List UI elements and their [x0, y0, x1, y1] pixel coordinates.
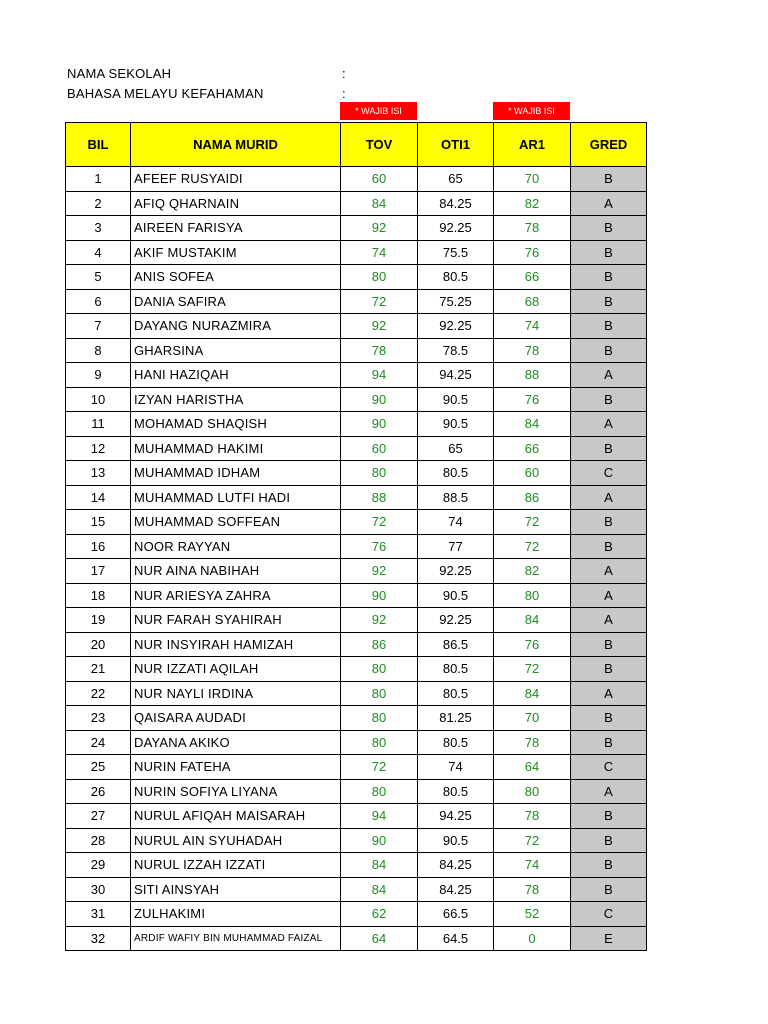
gred-cell: B — [571, 657, 647, 682]
ar1-cell[interactable]: 88 — [494, 363, 571, 388]
table-row — [66, 926, 647, 951]
header-name: NAMA MURID — [131, 123, 341, 167]
name-cell[interactable]: NUR ARIESYA ZAHRA — [131, 583, 341, 608]
tov-cell[interactable]: 84 — [341, 853, 418, 878]
table-row — [66, 877, 647, 902]
tov-cell[interactable]: 80 — [341, 730, 418, 755]
tov-cell[interactable]: 86 — [341, 632, 418, 657]
table-row — [66, 191, 647, 216]
ar1-cell[interactable]: 60 — [494, 461, 571, 486]
bil-cell: 31 — [66, 902, 131, 927]
ar1-cell[interactable]: 76 — [494, 387, 571, 412]
bil-cell: 9 — [66, 363, 131, 388]
bil-cell: 5 — [66, 265, 131, 290]
colon: : — [342, 86, 346, 101]
table-row — [66, 338, 647, 363]
oti1-cell[interactable]: 65 — [418, 436, 494, 461]
bil-cell: 27 — [66, 804, 131, 829]
bil-cell: 6 — [66, 289, 131, 314]
bil-cell: 17 — [66, 559, 131, 584]
tov-cell[interactable]: 80 — [341, 461, 418, 486]
oti1-cell[interactable]: 80.5 — [418, 730, 494, 755]
gred-cell: B — [571, 338, 647, 363]
oti1-cell[interactable]: 77 — [418, 534, 494, 559]
subject-label: BAHASA MELAYU KEFAHAMAN : — [67, 86, 346, 101]
name-cell[interactable]: ARDIF WAFIY BIN MUHAMMAD FAIZAL — [131, 926, 341, 951]
name-cell[interactable]: DAYANA AKIKO — [131, 730, 341, 755]
table-row — [66, 485, 647, 510]
header-tov: TOV — [341, 123, 418, 167]
bil-cell: 4 — [66, 240, 131, 265]
ar1-cell[interactable]: 72 — [494, 828, 571, 853]
tov-cell[interactable]: 62 — [341, 902, 418, 927]
oti1-cell[interactable]: 80.5 — [418, 265, 494, 290]
table-row — [66, 436, 647, 461]
gred-cell: E — [571, 926, 647, 951]
header-row — [66, 123, 647, 167]
bil-cell: 21 — [66, 657, 131, 682]
tov-cell[interactable]: 60 — [341, 167, 418, 192]
tov-cell[interactable]: 84 — [341, 877, 418, 902]
table-row — [66, 314, 647, 339]
tov-cell[interactable]: 64 — [341, 926, 418, 951]
tov-cell[interactable]: 80 — [341, 706, 418, 731]
oti1-cell[interactable]: 66.5 — [418, 902, 494, 927]
ar1-cell[interactable]: 74 — [494, 314, 571, 339]
gred-cell: B — [571, 216, 647, 241]
name-cell[interactable]: MUHAMMAD SOFFEAN — [131, 510, 341, 535]
gred-cell: C — [571, 902, 647, 927]
name-cell[interactable]: MUHAMMAD HAKIMI — [131, 436, 341, 461]
bil-cell: 12 — [66, 436, 131, 461]
table-row — [66, 559, 647, 584]
gred-cell: B — [571, 877, 647, 902]
gred-cell: B — [571, 289, 647, 314]
tov-cell[interactable]: 72 — [341, 510, 418, 535]
name-cell[interactable]: NURUL AIN SYUHADAH — [131, 828, 341, 853]
gred-cell: B — [571, 804, 647, 829]
oti1-cell[interactable]: 80.5 — [418, 779, 494, 804]
tov-cell[interactable]: 72 — [341, 289, 418, 314]
name-cell[interactable]: NOOR RAYYAN — [131, 534, 341, 559]
bil-cell: 7 — [66, 314, 131, 339]
ar1-cell[interactable]: 64 — [494, 755, 571, 780]
gred-cell: B — [571, 828, 647, 853]
oti1-cell[interactable]: 80.5 — [418, 657, 494, 682]
header-gred: GRED — [571, 123, 647, 167]
oti1-cell[interactable]: 94.25 — [418, 363, 494, 388]
gred-cell: A — [571, 559, 647, 584]
bil-cell: 22 — [66, 681, 131, 706]
bil-cell: 10 — [66, 387, 131, 412]
ar1-cell[interactable]: 80 — [494, 583, 571, 608]
name-cell[interactable]: HANI HAZIQAH — [131, 363, 341, 388]
table-row — [66, 363, 647, 388]
bil-cell: 8 — [66, 338, 131, 363]
gred-cell: B — [571, 632, 647, 657]
required-tag-ar1: * WAJIB ISI — [493, 102, 570, 120]
tov-cell[interactable]: 92 — [341, 216, 418, 241]
oti1-cell[interactable]: 81.25 — [418, 706, 494, 731]
oti1-cell[interactable]: 92.25 — [418, 559, 494, 584]
name-cell[interactable]: ZULHAKIMI — [131, 902, 341, 927]
ar1-cell[interactable]: 82 — [494, 191, 571, 216]
bil-cell: 2 — [66, 191, 131, 216]
tov-cell[interactable]: 60 — [341, 436, 418, 461]
bil-cell: 28 — [66, 828, 131, 853]
bil-cell: 30 — [66, 877, 131, 902]
table-row — [66, 755, 647, 780]
gred-cell: B — [571, 706, 647, 731]
tov-cell[interactable]: 80 — [341, 779, 418, 804]
table-row — [66, 265, 647, 290]
ar1-cell[interactable]: 52 — [494, 902, 571, 927]
gred-cell: B — [571, 314, 647, 339]
name-cell[interactable]: DANIA SAFIRA — [131, 289, 341, 314]
ar1-cell[interactable]: 74 — [494, 853, 571, 878]
tov-cell[interactable]: 78 — [341, 338, 418, 363]
table-row — [66, 706, 647, 731]
table-row — [66, 412, 647, 437]
ar1-cell[interactable]: 0 — [494, 926, 571, 951]
oti1-cell[interactable]: 88.5 — [418, 485, 494, 510]
oti1-cell[interactable]: 74 — [418, 510, 494, 535]
oti1-cell[interactable]: 86.5 — [418, 632, 494, 657]
oti1-cell[interactable]: 92.25 — [418, 216, 494, 241]
table-row — [66, 387, 647, 412]
tov-cell[interactable]: 72 — [341, 755, 418, 780]
oti1-cell[interactable]: 92.25 — [418, 608, 494, 633]
table-row — [66, 657, 647, 682]
ar1-cell[interactable]: 78 — [494, 216, 571, 241]
tov-cell[interactable]: 90 — [341, 387, 418, 412]
bil-cell: 19 — [66, 608, 131, 633]
oti1-cell[interactable]: 65 — [418, 167, 494, 192]
oti1-cell[interactable]: 90.5 — [418, 828, 494, 853]
bil-cell: 26 — [66, 779, 131, 804]
tov-cell[interactable]: 92 — [341, 608, 418, 633]
oti1-cell[interactable]: 84.25 — [418, 853, 494, 878]
table-row — [66, 608, 647, 633]
name-cell[interactable]: MUHAMMAD LUTFI HADI — [131, 485, 341, 510]
bil-cell: 1 — [66, 167, 131, 192]
oti1-cell[interactable]: 80.5 — [418, 681, 494, 706]
gred-cell: A — [571, 608, 647, 633]
name-cell[interactable]: AKIF MUSTAKIM — [131, 240, 341, 265]
table-row — [66, 902, 647, 927]
ar1-cell[interactable]: 80 — [494, 779, 571, 804]
ar1-cell[interactable]: 82 — [494, 559, 571, 584]
ar1-cell[interactable]: 68 — [494, 289, 571, 314]
gred-cell: A — [571, 583, 647, 608]
tov-cell[interactable]: 90 — [341, 412, 418, 437]
gred-cell: B — [571, 730, 647, 755]
name-cell[interactable]: NUR AINA NABIHAH — [131, 559, 341, 584]
gred-cell: A — [571, 681, 647, 706]
table-row — [66, 828, 647, 853]
ar1-cell[interactable]: 84 — [494, 608, 571, 633]
ar1-cell[interactable]: 66 — [494, 265, 571, 290]
tov-cell[interactable]: 92 — [341, 559, 418, 584]
table-row — [66, 804, 647, 829]
required-tag-tov: * WAJIB ISI — [340, 102, 417, 120]
student-grades-table — [65, 122, 647, 951]
bil-cell: 23 — [66, 706, 131, 731]
tov-cell[interactable]: 94 — [341, 363, 418, 388]
gred-cell: B — [571, 240, 647, 265]
oti1-cell[interactable]: 94.25 — [418, 804, 494, 829]
header-ar1: AR1 — [494, 123, 571, 167]
table-row — [66, 632, 647, 657]
gred-cell: B — [571, 387, 647, 412]
table-row — [66, 583, 647, 608]
oti1-cell[interactable]: 90.5 — [418, 583, 494, 608]
bil-cell: 24 — [66, 730, 131, 755]
ar1-cell[interactable]: 76 — [494, 240, 571, 265]
name-cell[interactable]: NUR IZZATI AQILAH — [131, 657, 341, 682]
bil-cell: 18 — [66, 583, 131, 608]
ar1-cell[interactable]: 78 — [494, 877, 571, 902]
name-cell[interactable]: AFEEF RUSYAIDI — [131, 167, 341, 192]
ar1-cell[interactable]: 72 — [494, 657, 571, 682]
name-cell[interactable]: NURIN FATEHA — [131, 755, 341, 780]
tov-cell[interactable]: 76 — [341, 534, 418, 559]
name-cell[interactable]: MOHAMAD SHAQISH — [131, 412, 341, 437]
name-cell[interactable]: NUR NAYLI IRDINA — [131, 681, 341, 706]
name-cell[interactable]: IZYAN HARISTHA — [131, 387, 341, 412]
colon: : — [342, 66, 346, 81]
oti1-cell[interactable]: 80.5 — [418, 461, 494, 486]
gred-cell: B — [571, 436, 647, 461]
name-cell[interactable]: ANIS SOFEA — [131, 265, 341, 290]
ar1-cell[interactable]: 78 — [494, 730, 571, 755]
gred-cell: A — [571, 363, 647, 388]
gred-cell: A — [571, 191, 647, 216]
bil-cell: 11 — [66, 412, 131, 437]
bil-cell: 25 — [66, 755, 131, 780]
ar1-cell[interactable]: 72 — [494, 534, 571, 559]
ar1-cell[interactable]: 70 — [494, 167, 571, 192]
name-cell[interactable]: NURIN SOFIYA LIYANA — [131, 779, 341, 804]
gred-cell: C — [571, 461, 647, 486]
oti1-cell[interactable]: 92.25 — [418, 314, 494, 339]
name-cell[interactable]: SITI AINSYAH — [131, 877, 341, 902]
ar1-cell[interactable]: 72 — [494, 510, 571, 535]
bil-cell: 13 — [66, 461, 131, 486]
gred-cell: A — [571, 485, 647, 510]
oti1-cell[interactable]: 90.5 — [418, 412, 494, 437]
name-cell[interactable]: DAYANG NURAZMIRA — [131, 314, 341, 339]
bil-cell: 20 — [66, 632, 131, 657]
tov-cell[interactable]: 80 — [341, 265, 418, 290]
gred-cell: B — [571, 853, 647, 878]
tov-cell[interactable]: 92 — [341, 314, 418, 339]
oti1-cell[interactable]: 78.5 — [418, 338, 494, 363]
tov-cell[interactable]: 94 — [341, 804, 418, 829]
bil-cell: 3 — [66, 216, 131, 241]
ar1-cell[interactable]: 76 — [494, 632, 571, 657]
oti1-cell[interactable]: 84.25 — [418, 191, 494, 216]
table-row — [66, 167, 647, 192]
tov-cell[interactable]: 90 — [341, 828, 418, 853]
name-cell[interactable]: NURUL IZZAH IZZATI — [131, 853, 341, 878]
gred-cell: C — [571, 755, 647, 780]
bil-cell: 29 — [66, 853, 131, 878]
table-row — [66, 534, 647, 559]
ar1-cell[interactable]: 78 — [494, 338, 571, 363]
bil-cell: 16 — [66, 534, 131, 559]
gred-cell: A — [571, 779, 647, 804]
gred-cell: A — [571, 412, 647, 437]
ar1-cell[interactable]: 66 — [494, 436, 571, 461]
bil-cell: 14 — [66, 485, 131, 510]
oti1-cell[interactable]: 75.25 — [418, 289, 494, 314]
gred-cell: B — [571, 510, 647, 535]
table-row — [66, 216, 647, 241]
table-row — [66, 289, 647, 314]
gred-cell: B — [571, 167, 647, 192]
tov-cell[interactable]: 88 — [341, 485, 418, 510]
table-row — [66, 681, 647, 706]
school-name-label: NAMA SEKOLAH : — [67, 66, 346, 81]
name-cell[interactable]: GHARSINA — [131, 338, 341, 363]
table-row — [66, 510, 647, 535]
name-cell[interactable]: AFIQ QHARNAIN — [131, 191, 341, 216]
oti1-cell[interactable]: 64.5 — [418, 926, 494, 951]
table-row — [66, 853, 647, 878]
table-row — [66, 779, 647, 804]
ar1-cell[interactable]: 86 — [494, 485, 571, 510]
header-oti1: OTI1 — [418, 123, 494, 167]
oti1-cell[interactable]: 75.5 — [418, 240, 494, 265]
oti1-cell[interactable]: 74 — [418, 755, 494, 780]
tov-cell[interactable]: 90 — [341, 583, 418, 608]
ar1-cell[interactable]: 70 — [494, 706, 571, 731]
name-cell[interactable]: QAISARA AUDADI — [131, 706, 341, 731]
bil-cell: 32 — [66, 926, 131, 951]
oti1-cell[interactable]: 84.25 — [418, 877, 494, 902]
table-row — [66, 461, 647, 486]
name-cell[interactable]: NURUL AFIQAH MAISARAH — [131, 804, 341, 829]
oti1-cell[interactable]: 90.5 — [418, 387, 494, 412]
bil-cell: 15 — [66, 510, 131, 535]
ar1-cell[interactable]: 84 — [494, 681, 571, 706]
header-bil: BIL — [66, 123, 131, 167]
tov-cell[interactable]: 84 — [341, 191, 418, 216]
ar1-cell[interactable]: 78 — [494, 804, 571, 829]
tov-cell[interactable]: 74 — [341, 240, 418, 265]
name-cell[interactable]: MUHAMMAD IDHAM — [131, 461, 341, 486]
table-row — [66, 240, 647, 265]
gred-cell: B — [571, 265, 647, 290]
name-cell[interactable]: NUR FARAH SYAHIRAH — [131, 608, 341, 633]
tov-cell[interactable]: 80 — [341, 681, 418, 706]
name-cell[interactable]: AIREEN FARISYA — [131, 216, 341, 241]
name-cell[interactable]: NUR INSYIRAH HAMIZAH — [131, 632, 341, 657]
table-row — [66, 730, 647, 755]
tov-cell[interactable]: 80 — [341, 657, 418, 682]
ar1-cell[interactable]: 84 — [494, 412, 571, 437]
gred-cell: B — [571, 534, 647, 559]
